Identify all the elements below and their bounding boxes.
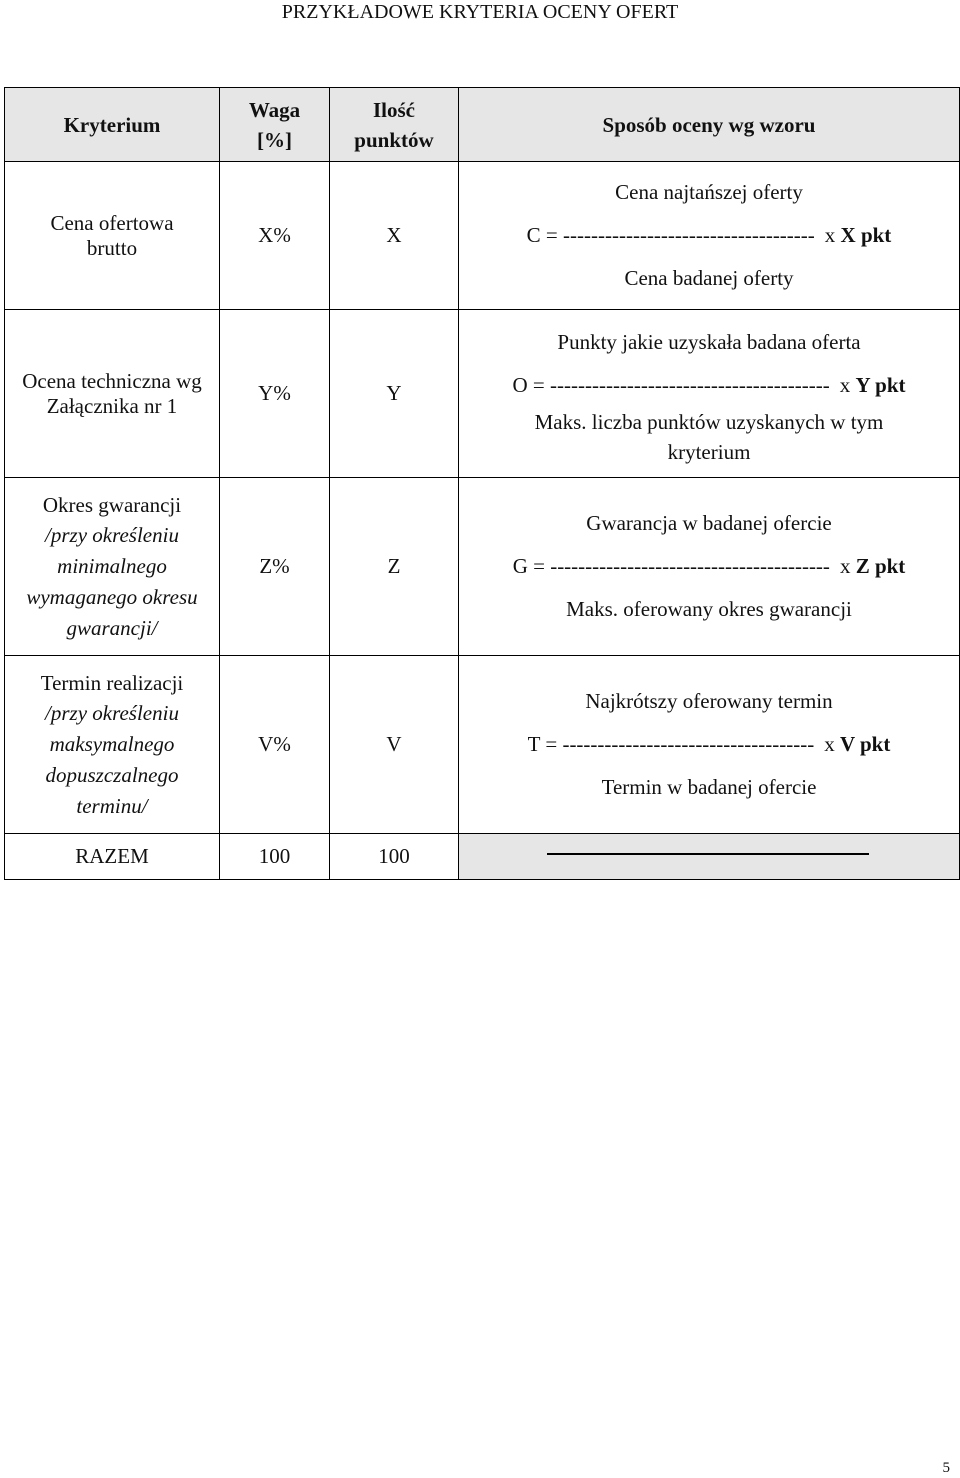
formula-unit: Y pkt bbox=[855, 372, 906, 397]
formula-lhs: C = ------------------------------------ bbox=[526, 223, 815, 247]
table-row bbox=[5, 162, 960, 310]
formula-unit: Z pkt bbox=[855, 554, 906, 578]
summary-weight: 100 bbox=[220, 834, 330, 880]
formula-numerator: Najkrótszy oferowany termin bbox=[585, 689, 833, 713]
page-title: PRZYKŁADOWE KRYTERIA OCENY OFERT bbox=[281, 1, 679, 23]
formula-cell bbox=[459, 310, 960, 478]
formula-equation: O = ---------------------------------------- x Y pkt bbox=[512, 372, 906, 397]
formula-cell bbox=[459, 162, 960, 310]
header-sposob: Sposób oceny wg wzoru bbox=[459, 88, 960, 162]
summary-divider bbox=[547, 853, 869, 855]
formula-lhs: O = ---------------------------------------- bbox=[512, 372, 830, 397]
table-row bbox=[5, 478, 960, 656]
formula-cell bbox=[459, 656, 960, 834]
criterion-name-cell bbox=[5, 656, 220, 834]
criterion-name-cell bbox=[5, 310, 220, 478]
criterion-name: Okres gwarancji bbox=[42, 492, 182, 517]
criterion-name: Cena ofertowa brutto bbox=[50, 210, 174, 260]
header-ilosc: Ilość punktów bbox=[330, 88, 459, 162]
weight-cell: Z% bbox=[220, 478, 330, 656]
weight-cell: V% bbox=[220, 656, 330, 834]
criterion-note: /przy określeniu minimalnego wymaganego okresu gwarancji/ bbox=[26, 522, 198, 640]
criterion-name-cell bbox=[5, 162, 220, 310]
formula-numerator: Cena najtańszej oferty bbox=[615, 180, 803, 204]
table-row bbox=[5, 656, 960, 834]
formula-lhs: G = ---------------------------------------- bbox=[512, 554, 830, 578]
table-row bbox=[5, 310, 960, 478]
formula-numerator: Gwarancja w badanej ofercie bbox=[586, 511, 832, 535]
formula-denominator: Cena badanej oferty bbox=[624, 266, 794, 290]
weight-cell: Y% bbox=[220, 310, 330, 478]
formula-cell bbox=[459, 478, 960, 656]
points-cell: X bbox=[330, 162, 459, 310]
criterion-name-cell bbox=[5, 478, 220, 656]
page-number: 5 bbox=[942, 1460, 950, 1476]
criterion-note: /przy określeniu maksymalnego dopuszczalnego terminu/ bbox=[45, 700, 179, 818]
points-cell: V bbox=[330, 656, 459, 834]
summary-row bbox=[5, 834, 960, 880]
points-cell: Z bbox=[330, 478, 459, 656]
points-cell: Y bbox=[330, 310, 459, 478]
formula-denominator: Termin w badanej ofercie bbox=[601, 775, 817, 799]
formula-lhs: T = ------------------------------------ bbox=[527, 732, 815, 756]
formula-equation: G = ---------------------------------------- x Z pkt bbox=[512, 554, 906, 578]
formula-denominator: Maks. liczba punktów uzyskanych w tym kryterium bbox=[534, 409, 884, 464]
summary-formula-cell bbox=[459, 834, 960, 880]
criterion-name: Termin realizacji bbox=[40, 670, 184, 695]
formula-denominator: Maks. oferowany okres gwarancji bbox=[566, 597, 852, 621]
formula-equation: C = ------------------------------------ x X pkt bbox=[526, 223, 892, 247]
summary-label: RAZEM bbox=[5, 834, 220, 880]
formula-numerator: Punkty jakie uzyskała badana oferta bbox=[557, 329, 861, 354]
criteria-table bbox=[4, 87, 960, 880]
formula-unit: V pkt bbox=[839, 732, 891, 756]
header-waga: Waga [%] bbox=[220, 88, 330, 162]
formula-equation: T = ------------------------------------ x V pkt bbox=[527, 732, 891, 756]
table-header-row bbox=[5, 88, 960, 162]
weight-cell: X% bbox=[220, 162, 330, 310]
criterion-name: Ocena techniczna wg Załącznika nr 1 bbox=[22, 368, 202, 418]
summary-points: 100 bbox=[330, 834, 459, 880]
header-kryterium: Kryterium bbox=[5, 88, 220, 162]
formula-unit: X pkt bbox=[840, 223, 892, 247]
